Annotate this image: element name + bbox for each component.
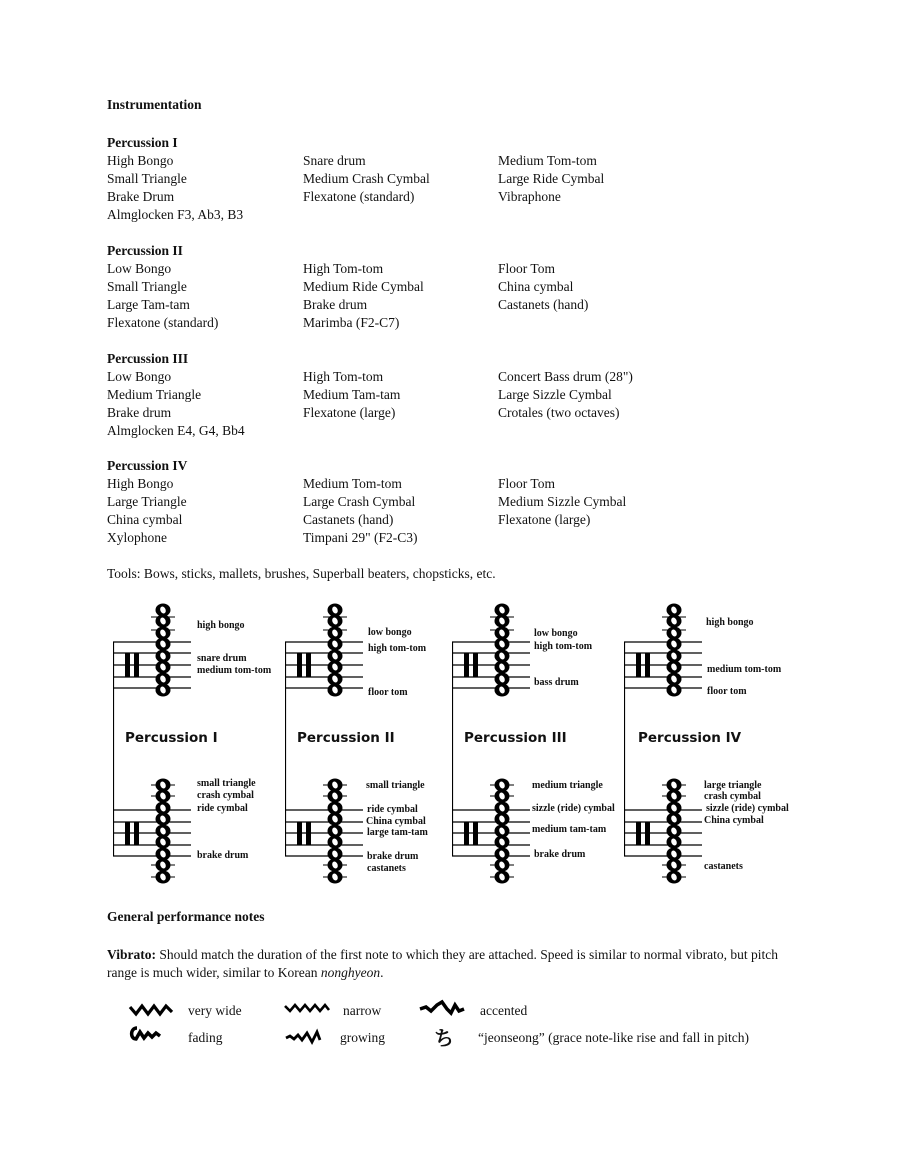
jeonseong-icon: ち	[434, 1026, 454, 1050]
instrument-name: High Bongo	[107, 476, 174, 491]
instrument-row	[107, 493, 807, 511]
staff-label: medium triangle	[532, 780, 603, 791]
narrow-vibrato-icon	[283, 1001, 333, 1015]
section-title: Percussion IV	[107, 458, 188, 473]
instrument-name: Brake drum	[303, 297, 368, 312]
instrument-name: Large Tam-tam	[107, 297, 190, 312]
diagram-title: Percussion I	[125, 730, 218, 746]
page-heading: Instrumentation	[107, 97, 202, 112]
instrument-name: Timpani 29" (F2-C3)	[303, 530, 418, 545]
instrument-name: Low Bongo	[107, 369, 172, 384]
instrument-name: Low Bongo	[107, 261, 172, 276]
instrument-row	[107, 422, 807, 440]
staff-label: low bongo	[368, 627, 412, 638]
instrument-name: Brake Drum	[107, 189, 175, 204]
staff-label: small triangle	[366, 780, 425, 791]
instrument-row	[107, 206, 807, 224]
instrument-name: Castanets (hand)	[303, 512, 394, 527]
legend-label: narrow	[343, 1003, 382, 1018]
instrument-name: Medium Tom-tom	[303, 476, 402, 491]
legend-label: growing	[340, 1030, 385, 1045]
instrument-name: China cymbal	[107, 512, 183, 527]
legend-label: accented	[480, 1003, 528, 1018]
staff-label: castanets	[704, 861, 743, 872]
instrument-row	[107, 296, 807, 314]
instrument-name: Crotales (two octaves)	[498, 405, 620, 420]
diagram-title: Percussion IV	[638, 730, 742, 746]
instrument-row	[107, 368, 807, 386]
staff-label: brake drum	[534, 849, 586, 860]
staff-label: crash cymbal	[197, 790, 254, 801]
staff-label: medium tom-tom	[707, 664, 782, 675]
instrument-name: High Bongo	[107, 153, 174, 168]
instrument-name: Medium Crash Cymbal	[303, 171, 430, 186]
staff-label: high bongo	[197, 620, 245, 631]
instrument-name: Medium Sizzle Cymbal	[498, 494, 627, 509]
instrument-name: Xylophone	[107, 530, 167, 545]
staff-label: large tam-tam	[367, 827, 428, 838]
vibrato-end: .	[380, 965, 384, 980]
staff-label: castanets	[367, 863, 406, 874]
growing-vibrato-icon	[284, 1028, 324, 1046]
instrument-row	[107, 511, 807, 529]
instrument-name: Small Triangle	[107, 279, 187, 294]
staff-label: high tom-tom	[368, 643, 427, 654]
percussion-clef-bar	[636, 653, 641, 677]
staff-label: snare drum	[197, 653, 247, 664]
staff-label: low bongo	[534, 628, 578, 639]
staff-label: sizzle (ride) cymbal	[706, 803, 789, 814]
instrument-row	[107, 404, 807, 422]
section-title: Percussion III	[107, 351, 189, 366]
instrument-name: Large Triangle	[107, 494, 187, 509]
instrument-name: Almglocken F3, Ab3, B3	[107, 207, 244, 222]
instrument-name: Floor Tom	[498, 261, 555, 276]
accented-vibrato-icon	[418, 999, 468, 1017]
instrument-row	[107, 188, 807, 206]
fading-vibrato-icon	[128, 1024, 168, 1042]
percussion-clef-bar	[464, 822, 469, 845]
legend-label: very wide	[188, 1003, 242, 1018]
instrument-name: Flexatone (standard)	[303, 189, 415, 204]
percussion-clef-bar	[125, 822, 130, 845]
staff-label: China cymbal	[366, 816, 426, 827]
section-title: Percussion II	[107, 243, 183, 258]
vibrato-paragraph	[107, 946, 807, 982]
percussion-clef-bar	[636, 822, 641, 845]
vibrato-term: nonghyeon	[320, 965, 381, 980]
instrument-row	[107, 475, 807, 493]
instrument-name: Vibraphone	[498, 189, 561, 204]
percussion-clef-bar	[464, 653, 469, 677]
very-wide-vibrato-icon	[128, 1002, 178, 1018]
percussion-clef-bar	[645, 653, 650, 677]
staff-label: floor tom	[707, 686, 747, 697]
instrument-name: Flexatone (large)	[303, 405, 396, 420]
staff-label: medium tom-tom	[197, 665, 272, 676]
percussion-clef-bar	[134, 822, 139, 845]
staff-label: crash cymbal	[704, 791, 761, 802]
instrument-name: Marimba (F2-C7)	[303, 315, 400, 330]
staff-label: bass drum	[534, 677, 579, 688]
percussion-clef-bar	[473, 822, 478, 845]
percussion-clef-bar	[297, 822, 302, 845]
instrument-name: China cymbal	[498, 279, 574, 294]
instrument-row	[107, 260, 807, 278]
staff-label: brake drum	[197, 850, 249, 861]
diagram-title: Percussion III	[464, 730, 567, 746]
instrument-row	[107, 152, 807, 170]
instrument-name: High Tom-tom	[303, 261, 384, 276]
percussion-clef-bar	[125, 653, 130, 677]
instrument-name: Small Triangle	[107, 171, 187, 186]
instrument-name: Flexatone (large)	[498, 512, 591, 527]
instrument-name: Almglocken E4, G4, Bb4	[107, 423, 245, 438]
staff-label: large triangle	[704, 780, 762, 791]
instrument-name: Floor Tom	[498, 476, 555, 491]
instrument-row	[107, 314, 807, 332]
percussion-clef-bar	[645, 822, 650, 845]
diagram-title: Percussion II	[297, 730, 395, 746]
staff-label: high tom-tom	[534, 641, 593, 652]
vibrato-text: Should match the duration of the first note to which they are attached. Speed is similar to normal vibrato, but pitch range is much wider, similar to Korean	[107, 947, 778, 980]
staff-label: floor tom	[368, 687, 408, 698]
staff-label: sizzle (ride) cymbal	[532, 803, 615, 814]
staff-label: medium tam-tam	[532, 824, 607, 835]
legend-label: fading	[188, 1030, 223, 1045]
staff-label: ride cymbal	[197, 803, 248, 814]
instrument-name: Medium Triangle	[107, 387, 202, 402]
instrument-row	[107, 386, 807, 404]
instrument-name: Large Sizzle Cymbal	[498, 387, 612, 402]
percussion-clef-bar	[306, 653, 311, 677]
instrument-name: Medium Tom-tom	[498, 153, 597, 168]
instrument-name: Brake drum	[107, 405, 172, 420]
percussion-clef-bar	[134, 653, 139, 677]
percussion-clef-bar	[297, 653, 302, 677]
tools-line: Tools: Bows, sticks, mallets, brushes, Superball beaters, chopsticks, etc.	[107, 566, 496, 581]
staff-label: ride cymbal	[367, 804, 418, 815]
staff-label: high bongo	[706, 617, 754, 628]
notes-heading: General performance notes	[107, 909, 265, 924]
staff-label: brake drum	[367, 851, 419, 862]
instrument-name: Medium Ride Cymbal	[303, 279, 424, 294]
vibrato-label: Vibrato:	[107, 947, 156, 962]
percussion-clef-bar	[473, 653, 478, 677]
instrument-name: Large Crash Cymbal	[303, 494, 416, 509]
percussion-clef-bar	[306, 822, 311, 845]
legend-label: “jeonseong” (grace note-like rise and fall in pitch)	[478, 1030, 750, 1045]
instrument-name: Large Ride Cymbal	[498, 171, 605, 186]
instrument-name: Snare drum	[303, 153, 366, 168]
staff-label: China cymbal	[704, 815, 764, 826]
instrument-name: Castanets (hand)	[498, 297, 589, 312]
instrument-name: Concert Bass drum (28")	[498, 369, 633, 384]
instrument-row	[107, 170, 807, 188]
staff-label: small triangle	[197, 778, 256, 789]
instrument-name: High Tom-tom	[303, 369, 384, 384]
instrument-name: Flexatone (standard)	[107, 315, 219, 330]
instrument-row	[107, 278, 807, 296]
instrument-row	[107, 529, 807, 547]
section-title: Percussion I	[107, 135, 178, 150]
instrument-name: Medium Tam-tam	[303, 387, 401, 402]
